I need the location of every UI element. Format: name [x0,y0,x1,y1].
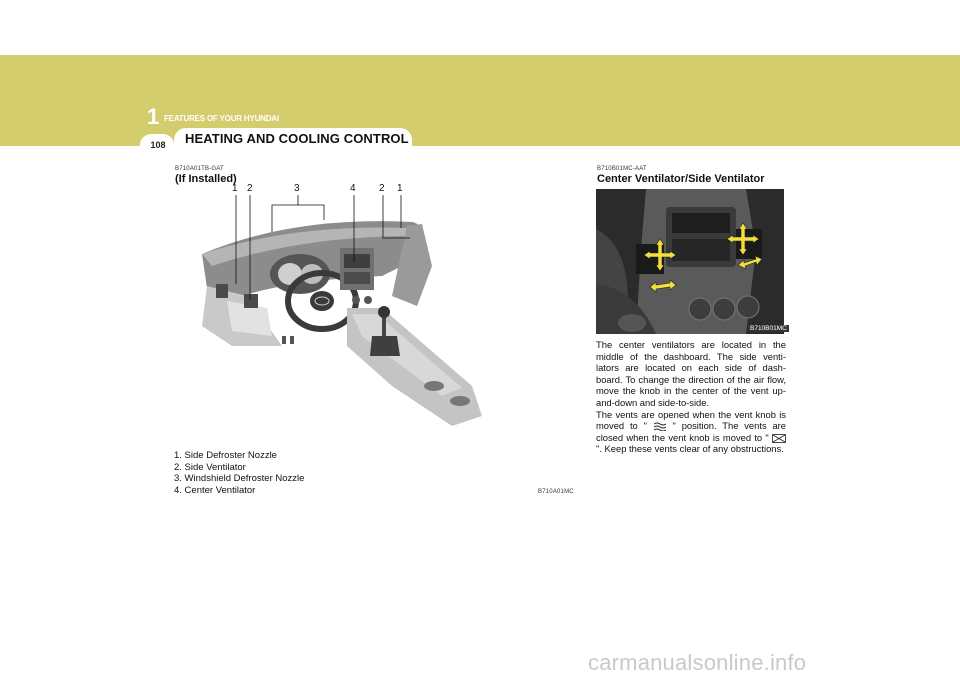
left-section-code: B710A01TB-GAT [175,166,224,172]
callout-1-right: 1 [397,183,403,194]
vent-open-icon [653,422,667,431]
callout-4: 4 [350,183,356,194]
page-number: 108 [150,140,166,150]
watermark: carmanualsonline.info [588,650,807,675]
chapter-number: 1 [147,104,160,129]
legend-item: 1. Side Defroster Nozzle [174,450,277,461]
legend-item: 3. Windshield Defroster Nozzle [174,473,305,484]
right-section-code: B710B01MC-AAT [597,166,647,172]
vent-closed-icon [772,434,786,443]
left-figure-code: B710A01MC [538,489,574,495]
legend-item: 4. Center Ventilator [174,484,256,496]
vent-text-closed-prefix: " position. The vents are closed when the vent knob is moved to " [596,420,786,443]
right-heading: Center Ventilator/Side Ventilator [597,173,765,185]
header-band [0,55,960,146]
vent-text-open-prefix: The vents are opened when the vent knob is moved to " [596,408,786,432]
vent-description [596,339,786,455]
left-heading: (If Installed) [175,173,237,185]
chapter-label: FEATURES OF YOUR HYUNDAI [164,114,279,123]
legend-list [174,450,304,496]
section-title: HEATING AND COOLING CONTROL [185,131,409,146]
vent-text-suffix: ". Keep these vents clear of any obstructions. [596,443,784,455]
vent-paragraph-2 [596,409,786,455]
vent-paragraph-1: The center ventilators are located in the middle of the dashboard. The side venti-lators are located on each side of dash-board. To change the direction of the air flow, move the knob in the center of the vent up-and-down and side-to-side. [596,339,786,408]
callout-2-left: 2 [247,183,253,194]
right-figure-code: B710B01MC [750,325,787,332]
callout-1-left: 1 [232,183,238,194]
callout-2-right: 2 [379,183,385,194]
dashboard-illustration [172,196,502,446]
vent-photo-illustration [596,189,784,334]
callout-3: 3 [294,183,300,194]
legend-item: 2. Side Ventilator [174,461,246,473]
